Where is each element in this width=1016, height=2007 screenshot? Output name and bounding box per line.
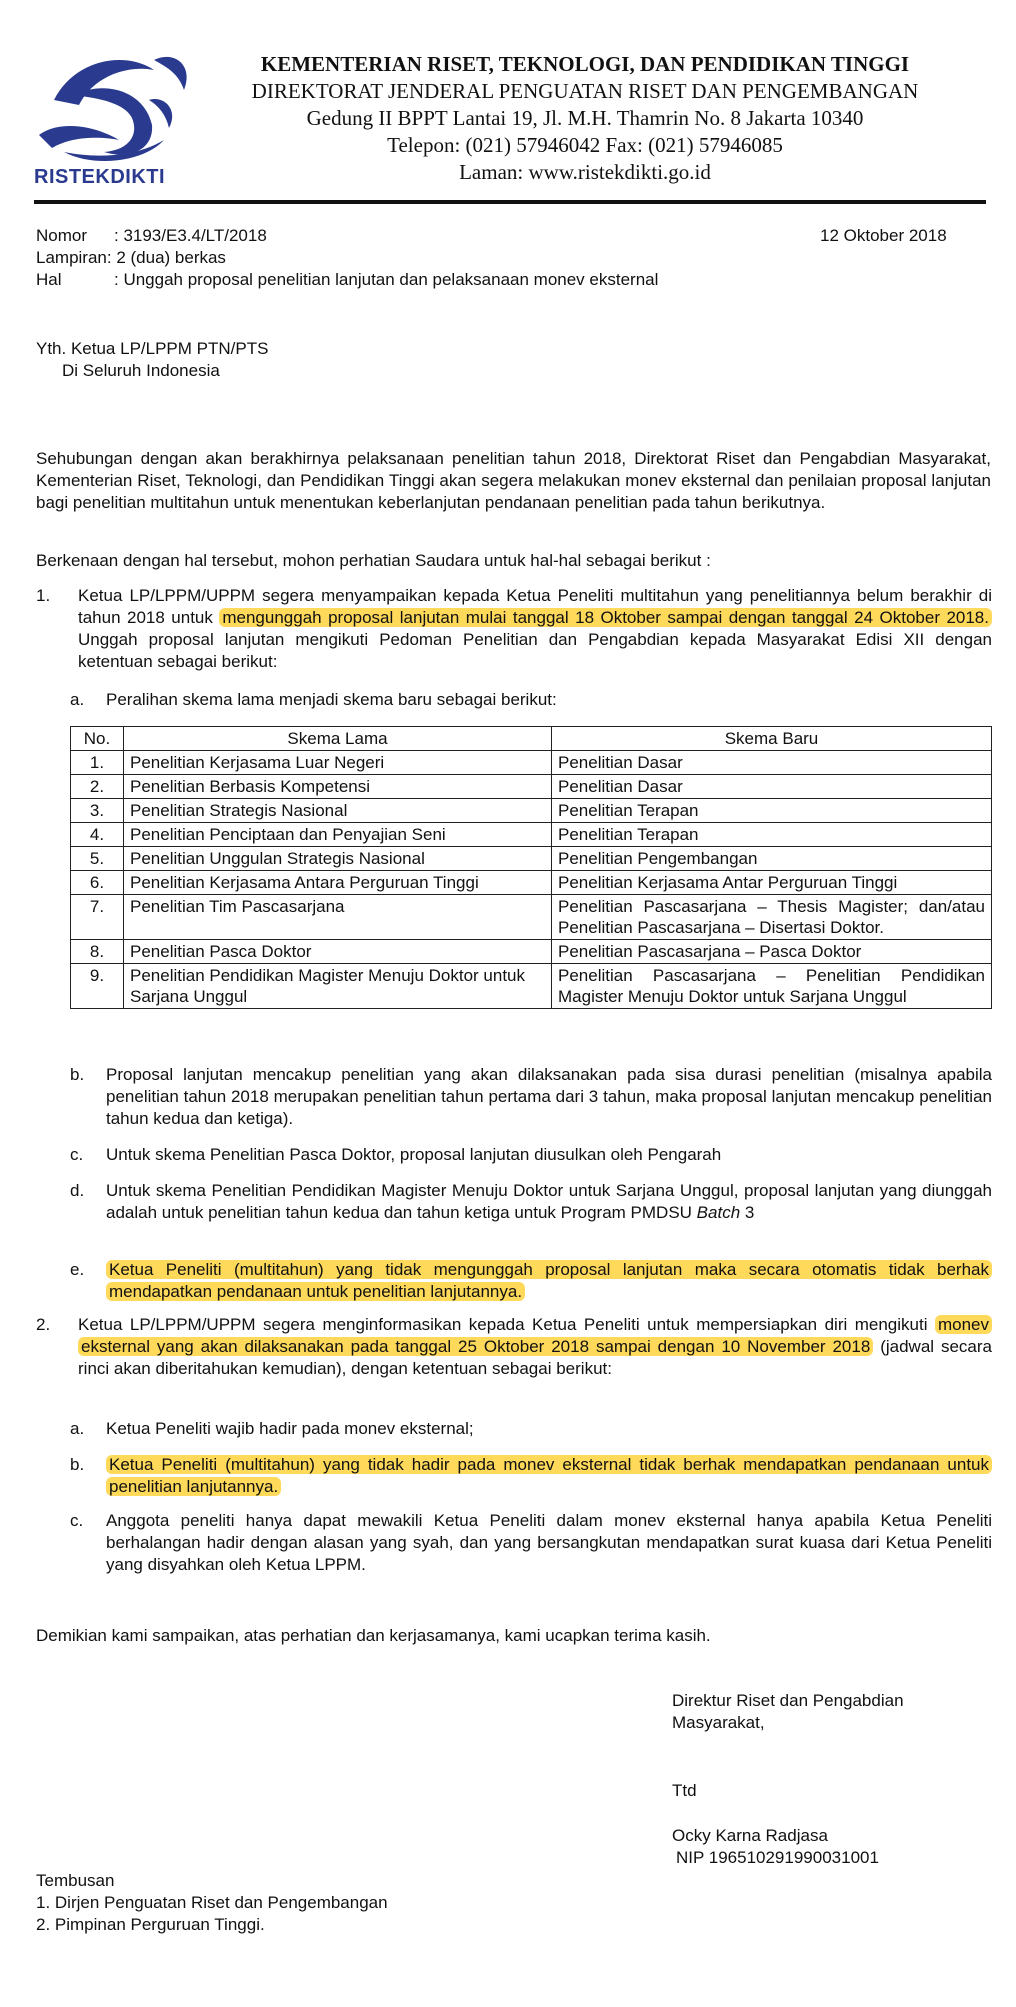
table-cell-no: 8. — [71, 940, 124, 964]
item1a-label: a. — [70, 690, 85, 709]
table-cell-baru: Penelitian Dasar — [552, 775, 992, 799]
item1-text-a: Ketua LP/LPPM/UPPM segera menyampaikan kepada Ketua Peneliti multitahun yang penelitiannya belum berakhir di tahun 2018 untuk — [78, 586, 992, 627]
item1a-text: Peralihan skema lama menjadi skema baru sebagai berikut: — [106, 690, 557, 709]
table-cell-lama: Penelitian Strategis Nasional — [124, 799, 552, 823]
lampiran: Lampiran: 2 (dua) berkas — [36, 248, 226, 267]
table-cell-no: 4. — [71, 823, 124, 847]
item1e-label: e. — [70, 1260, 85, 1279]
item1-paragraph — [78, 585, 992, 673]
table-cell-baru: Penelitian Terapan — [552, 799, 992, 823]
table-cell-no: 1. — [71, 751, 124, 775]
item1e-paragraph — [106, 1259, 992, 1303]
item2c-label: c. — [70, 1511, 84, 1530]
letterhead-phone: Telepon: (021) 57946042 Fax: (021) 57946085 — [387, 133, 783, 157]
table-row — [71, 799, 992, 823]
letterhead-ministry: KEMENTERIAN RISET, TEKNOLOGI, DAN PENDIDIKAN TINGGI — [260, 52, 910, 76]
table-cell-lama: Penelitian Berbasis Kompetensi — [124, 775, 552, 799]
item2-text-b: (jadwal secara rinci akan diberitahukan kemudian), dengan ketentuan sebagai berikut: — [78, 1337, 993, 1378]
table-row — [71, 895, 992, 940]
table-header-skema-baru: Skema Baru — [552, 727, 992, 751]
tembusan-label: Tembusan — [36, 1871, 115, 1890]
table-cell-no: 6. — [71, 871, 124, 895]
item1d-italic: Batch — [696, 1203, 741, 1222]
table-row — [71, 847, 992, 871]
logo-text: RISTEKDIKTI — [34, 166, 166, 188]
item2b-paragraph — [106, 1454, 992, 1498]
tembusan-item: 1. Dirjen Penguatan Riset dan Pengembangan — [36, 1893, 388, 1912]
table-cell-lama: Penelitian Kerjasama Luar Negeri — [124, 751, 552, 775]
signature-nip: NIP 196510291990031001 — [676, 1848, 879, 1867]
table-header-row — [71, 727, 992, 751]
item1e-highlight: Ketua Peneliti (multitahun) yang tidak mengunggah proposal lanjutan maka secara otomatis tidak berhak mendapatkan pendanaan untuk penelitian lanjutannya. — [106, 1260, 992, 1301]
table-header-no: No. — [71, 727, 124, 751]
table-row — [71, 940, 992, 964]
table-cell-no: 5. — [71, 847, 124, 871]
item2c-text: Anggota peneliti hanya dapat mewakili Ketua Peneliti dalam monev eksternal hanya apabila Ketua Peneliti berhalangan hadir dengan alasan yang syah, dan yang bersangkutan mendapatkan surat kuasa dari Ketua Peneliti yang disyahkan oleh Ketua LPPM. — [106, 1511, 992, 1574]
table-cell-no: 3. — [71, 799, 124, 823]
item2a-label: a. — [70, 1419, 85, 1438]
recipient-line1: Yth. Ketua LP/LPPM PTN/PTS — [36, 339, 269, 358]
berkenaan-paragraph: Berkenaan dengan hal tersebut, mohon perhatian Saudara untuk hal-hal sebagai berikut : — [36, 551, 711, 570]
item2-highlight: monev eksternal yang akan dilaksanakan pada tanggal 25 Oktober 2018 sampai dengan 10 November 2018 — [78, 1315, 992, 1356]
intro-paragraph: Sehubungan dengan akan berakhirnya pelaksanaan penelitian tahun 2018, Direktorat Riset dan Pengabdian Masyarakat, Kementerian Riset, Teknologi, dan Pendidikan Tinggi akan segera melakukan monev eksternal dan penilaian proposal lanjutan bagi penelitian multitahun untuk menentukan keberlanjutan pendanaan penelitian pada tahun berikutnya. — [36, 449, 991, 512]
letterhead-address: Gedung II BPPT Lantai 19, Jl. M.H. Thamrin No. 8 Jakarta 10340 — [306, 106, 864, 130]
table-header-skema-lama: Skema Lama — [124, 727, 552, 751]
table-cell-lama: Penelitian Tim Pascasarjana — [124, 895, 552, 940]
tembusan-item: 2. Pimpinan Perguruan Tinggi. — [36, 1915, 265, 1934]
table-cell-baru: Penelitian Pengembangan — [552, 847, 992, 871]
hal-value: : Unggah proposal penelitian lanjutan dan pelaksanaan monev eksternal — [114, 270, 659, 289]
item2a-text: Ketua Peneliti wajib hadir pada monev eksternal; — [106, 1419, 474, 1438]
item1-number: 1. — [36, 586, 51, 605]
signature-title2: Masyarakat, — [672, 1713, 765, 1732]
table-row — [71, 823, 992, 847]
item1-text-b: Unggah proposal lanjutan mengikuti Pedoman Penelitian dan Pengabdian kepada Masyarakat Edisi XII dengan ketentuan sebagai berikut: — [78, 630, 992, 671]
table-cell-lama: Penelitian Pendidikan Magister Menuju Doktor untuk Sarjana Unggul — [124, 964, 552, 1009]
table-row — [71, 964, 992, 1009]
item2b-label: b. — [70, 1455, 85, 1474]
table-cell-no: 7. — [71, 895, 124, 940]
table-cell-baru: Penelitian Terapan — [552, 823, 992, 847]
table-row — [71, 871, 992, 895]
table-cell-lama: Penelitian Kerjasama Antara Perguruan Tinggi — [124, 871, 552, 895]
letterhead-directorate: DIREKTORAT JENDERAL PENGUATAN RISET DAN PENGEMBANGAN — [251, 79, 919, 103]
table-cell-baru: Penelitian Kerjasama Antar Perguruan Tinggi — [552, 871, 992, 895]
item1d-paragraph — [106, 1180, 992, 1224]
closing-paragraph: Demikian kami sampaikan, atas perhatian dan kerjasamanya, kami ucapkan terima kasih. — [36, 1626, 711, 1645]
item1c-text: Untuk skema Penelitian Pasca Doktor, proposal lanjutan diusulkan oleh Pengarah — [106, 1145, 722, 1164]
item1d-tail: 3 — [740, 1203, 755, 1222]
table-row — [71, 751, 992, 775]
table-cell-baru: Penelitian Pascasarjana – Penelitian Pendidikan Magister Menuju Doktor untuk Sarjana Unggul — [552, 964, 992, 1009]
signature-title1: Direktur Riset dan Pengabdian — [672, 1691, 904, 1710]
table-cell-no: 9. — [71, 964, 124, 1009]
skema-table — [70, 726, 992, 1009]
table-cell-lama: Penelitian Penciptaan dan Penyajian Seni — [124, 823, 552, 847]
item1b-label: b. — [70, 1065, 85, 1084]
table-cell-baru: Penelitian Pascasarjana – Pasca Doktor — [552, 940, 992, 964]
recipient-line2: Di Seluruh Indonesia — [62, 361, 220, 380]
table-cell-baru: Penelitian Dasar — [552, 751, 992, 775]
table-cell-lama: Penelitian Pasca Doktor — [124, 940, 552, 964]
table-row — [71, 775, 992, 799]
signature-ttd: Ttd — [672, 1781, 697, 1800]
letterhead-website: Laman: www.ristekdikti.go.id — [459, 160, 711, 184]
hal-label: Hal — [36, 270, 62, 289]
table-cell-no: 2. — [71, 775, 124, 799]
item1d-label: d. — [70, 1181, 85, 1200]
signature-name: Ocky Karna Radjasa — [672, 1826, 828, 1845]
table-cell-lama: Penelitian Unggulan Strategis Nasional — [124, 847, 552, 871]
item2b-highlight: Ketua Peneliti (multitahun) yang tidak hadir pada monev eksternal tidak berhak mendapatkan pendanaan untuk penelitian lanjutannya. — [106, 1455, 992, 1496]
item2-text-a: Ketua LP/LPPM/UPPM segera menginformasikan kepada Ketua Peneliti untuk mempersiapkan diri mengikuti — [78, 1315, 935, 1334]
item2-paragraph — [78, 1314, 992, 1380]
item2-number: 2. — [36, 1315, 51, 1334]
item1d-text: Untuk skema Penelitian Pendidikan Magister Menuju Doktor untuk Sarjana Unggul, proposal lanjutan yang diunggah adalah untuk penelitian tahun kedua dan tahun ketiga untuk Program PMDSU — [106, 1181, 992, 1222]
letterhead-divider — [34, 200, 986, 204]
item1-highlight: mengunggah proposal lanjutan mulai tanggal 18 Oktober sampai dengan tanggal 24 Oktober 2018. — [219, 608, 992, 627]
item1c-label: c. — [70, 1145, 84, 1164]
item1b-text: Proposal lanjutan mencakup penelitian yang akan dilaksanakan pada sisa durasi penelitian (misalnya apabila penelitian tahun 2018 merupakan penelitian tahun pertama dari 3 tahun, maka proposal lanjutan mencakup penelitian tahun kedua dan ketiga). — [106, 1065, 992, 1128]
table-cell-baru: Penelitian Pascasarjana – Thesis Magister; dan/atau Penelitian Pascasarjana – Disertasi Doktor. — [552, 895, 992, 940]
nomor-label: Nomor — [36, 226, 88, 245]
nomor-value: : 3193/E3.4/LT/2018 — [114, 226, 267, 245]
letter-date: 12 Oktober 2018 — [820, 226, 947, 245]
